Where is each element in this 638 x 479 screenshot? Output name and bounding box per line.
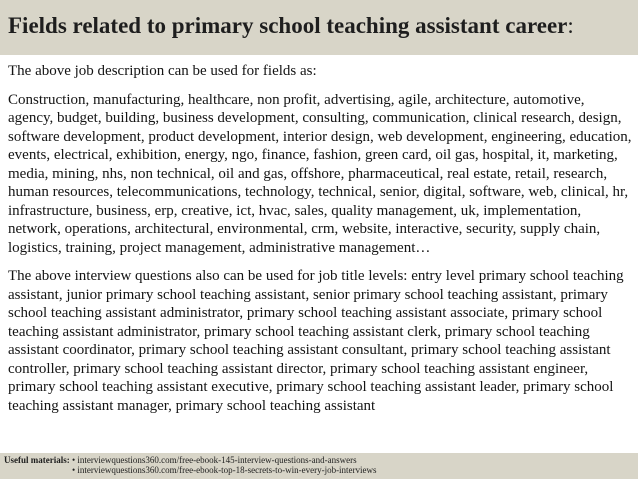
- fields-paragraph: Construction, manufacturing, healthcare, non profit, advertising, agile, architecture, automotive, agency, budget, building, business development, consulting, communication, clinical research, design, software development, product development, interior design, web development, engineering, education, events, electrical, exhibition, energy, ngo, finance, fashion, green card, oil gas, hospital, it, marketing, media, mining, nhs, non technical, oil and gas, offshore, pharmaceutical, real estate, retail, research, human resources, telecommunications, technology, technical, senior, digital, software, web, clinical, hr, infrastructure, business, erp, creative, ict, hvac, sales, quality management, uk, implementation, network, operations, architectural, environmental, crm, website, interactive, security, supply chain, logistics, training, project management, administrative management…: [8, 91, 632, 256]
- intro-paragraph: The above job description can be used for fields as:: [8, 63, 317, 79]
- footer-row-2: [4, 465, 634, 475]
- footer-label: Useful materials:: [4, 455, 70, 465]
- footer: [0, 453, 638, 479]
- slide-header: [0, 0, 638, 55]
- page-title: [8, 12, 630, 40]
- footer-link-ebook-top-18[interactable]: • interviewquestions360.com/free-ebook-top-18-secrets-to-win-every-job-interviews: [72, 465, 377, 475]
- footer-link-ebook-145[interactable]: • interviewquestions360.com/free-ebook-145-interview-questions-and-answers: [72, 455, 357, 465]
- main-content: [8, 62, 632, 425]
- job-levels-paragraph: The above interview questions also can be used for job title levels: entry level primary school teaching assistant, junior primary school teaching assistant, senior primary school teaching assistant, primary school teaching assistant administrator, primary school teaching assistant associate, primary school teaching assistant administrator, primary school teaching assistant clerk, primary school teaching assistant coordinator, primary school teaching assistant consultant, primary school teaching assistant controller, primary school teaching assistant director, primary school teaching assistant engineer, primary school teaching assistant executive, primary school teaching assistant leader, primary school teaching assistant manager, primary school teaching assistant: [8, 268, 624, 414]
- footer-row-1: [4, 455, 634, 465]
- page-title-text: Fields related to primary school teaching assistant career: [8, 13, 568, 38]
- page-title-colon: :: [567, 13, 574, 38]
